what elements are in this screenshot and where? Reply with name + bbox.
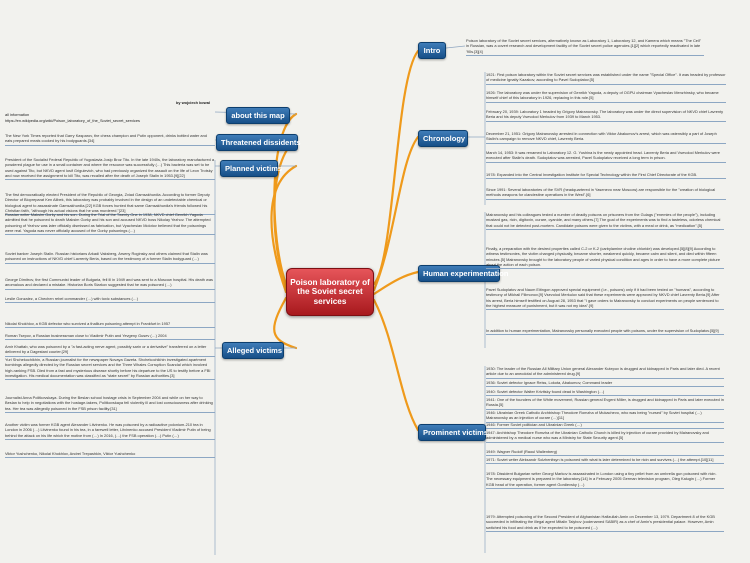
branch-chronology[interactable]: Chronology (418, 130, 468, 147)
prominent-victim: 1949: Wagner Rudolf (Raoul Wallenberg) (486, 449, 724, 456)
alleged-victim: Leslie Gonzalez, a Chechen rebel commander (…) with toxic substances (…) (5, 296, 215, 303)
human-experimentation-text: Pavel Sudoplatov and Naum Eitingon approved special equipment (i.e., poisons) only if it had been tested on "humans", according to testimony of Mikhail Filimonov.[9] Vsevolod Merkulov said that these experiments were approved by NKVD chief Lavrenty Beria.[9] After his arrest, Beria himself testified on August 28, 1953 that "I gave orders to Mairanovsky to conduct experiments on people sentenced to the highest measure of punishment, but it was not my idea".[9] (486, 287, 724, 310)
alleged-victim: Roman Tsepov, a Russian businessman close to Vladimir Putin and Yevgeny Gusev (…) 2004 (5, 333, 215, 340)
alleged-victim: Amir Khattab, who was poisoned by a "a fast-acting nerve agent, possibly sarin or a derivative" transferred on a letter delivered by a Dagestani courier.[29] (5, 344, 215, 357)
alleged-victim: Another victim was former KGB agent Alexander Litvinenko. He was poisoned by a radioactive polonium-210 tea in London in 2006 (…) Litvinenko found in his tea, in a farewell letter, Litvinenko accused President Vladimir Putin of being behind the attack on his life which the motive from (…) In 2016, (…) the FSB operation (…) Putin (…) (5, 422, 215, 440)
prominent-victim: 1978: Dissident Bulgarian writer Georgi Markov is assassinated in London using a tiny pellet from an umbrella gun poisoned with ricin. The necessary equipment is prepared in the laboratory.[14] In a February 2005 German television program, Oleg Kalugin (…) Former KGB head of the operation, former agent Gordievsky (…) (486, 471, 724, 489)
all-info-label: all information (5, 112, 30, 117)
planned-victim: President of the Socialist Federal Republic of Yugoslavia Josip Broz Tito. In the late 1940s, the laboratory manufactured a powdered plague for use in a small container and where the resource was successfully (…) This bacteria was set to be used against Tito, but NKVD agent Iosif Grigulevich, who had previously organized the assault on the life of Leon Trotsky and now received the assignment to kill Tito, was recalled after the death of Joseph Stalin in 1953.[9][22] (5, 157, 215, 180)
source-url[interactable]: https://en.wikipedia.org/wiki/Poison_laboratory_of_the_Soviet_secret_services (5, 118, 140, 123)
human-experimentation-text: Finally, a preparation with the desired properties called C-2 or K-2 (carbylamine choline chloride) was developed.[5][8][9] According to witness testimonies, the victim changed physically, became shorter, weakened quickly, became calm and silent, and died within fifteen minutes.[5] Mairanovsky brought to the laboratory people of varied physical condition and ages in order to have a more complete picture about the action of each poison. (486, 246, 724, 269)
alleged-victim: Nikolai Khokhlov, a KGB defector who survived a thallium poisoning attempt in Frankfurt in 1957 (5, 321, 215, 328)
intro-text: Poison laboratory of the Soviet secret services, alternatively known as Laboratory 1, Laboratory 12, and Kamera which means "The Cell" in Russian, was a covert research and development facility of the Soviet secret police agencies.[1][2] which reportedly reactivated in late '90s.[3][4] (466, 38, 704, 56)
chronology-entry: Since 1991: Several laboratories of the SVR (headquartered in Yasenevo near Moscow) are responsible for the "creation of biological methods weapons for clandestine operations in the West".[6] (486, 187, 726, 200)
branch-threatened-dissidents[interactable]: Threatened dissidents (216, 134, 298, 151)
threatened-text: The New York Times reported that Garry Kasparov, the chess champion and Putin opponent, drinks bottled water and eats prepared meals cooked by his bodyguards.[34] (5, 133, 215, 146)
chronology-entry: 1921: First poison laboratory within the Soviet secret services was established under the name "Special Office". It was headed by professor of medicine Ignatiy Kazakov, according to Pavel Sudoplatov.[5] (486, 72, 726, 85)
branch-prominent-victims[interactable]: Prominent victims (418, 424, 486, 441)
branch-about-this-map[interactable]: about this map (226, 107, 290, 124)
branch-alleged-victims[interactable]: Alleged victims (222, 342, 284, 359)
prominent-victim: 1936: Soviet defector Ignace Reiss, Lokota, Abakumov, Command leader (486, 380, 724, 387)
alleged-victim: Soviet banker Joseph Stalin. Russian historians Arkadi Vaksberg, Arseny Roginsky and others claimed that Stalin was poisoned on instructions of NKVD chief Lavrenty Beria, based on the testimony of a former Stalin bodyguard (…) (5, 251, 215, 264)
prominent-victim: 1946: Ukrainian Greek Catholic Archbishop Theodore Romzha of Mukachevo, who was being "nursed" by Soviet hospital (…) Mairanovsky as an injection of curare (…)[11] (486, 410, 724, 423)
prominent-victim: 1947: Archbishop Theodore Romzha of the Ukrainian Catholic Church is killed by injection of curare provided by Mairanovsky and administered by a medical nurse who was a Ministry for State Security agent.[5] (486, 430, 724, 443)
central-topic[interactable]: Poison laboratory of the Soviet secret services (286, 268, 374, 316)
branch-intro[interactable]: Intro (418, 42, 446, 59)
alleged-victim: Yuri Shchekochikhin, a Russian journalist for the newspaper Novaya Gazeta. Shchekochikhin investigated apartment bombings allegedly directed by the Russian secret services and the Three Whales Corruption Scandal which involved high-ranking FSB. Died from a fast and mysterious disease shortly before his departure to the US to testify before a FBI investigation. His medical documentation was classified as "state secret" by Russian authorities.[3] (5, 357, 215, 380)
alleged-victim: Journalist Anna Politkovskaya. During the Beslan school hostage crisis in September 2004 and while on her way to Beslan to help in negotiations with the hostage-takers, Politkovskaya fell violently ill and lost consciousness after drinking tea. Her tea was allegedly poisoned in the FSB prison facility.[31] (5, 395, 215, 413)
chronology-entry: February 20, 1939: Laboratory 1 headed by Grigory Mairanovsky. The laboratory was under the direct supervision of NKVD chief Lavrenty Beria and his deputy Vsevolod Merkulov from 1939 to March 1953. (486, 109, 726, 122)
branch-planned-victims[interactable]: Planned victims (220, 160, 278, 177)
prominent-victim: 1979: Attempted poisoning of the Second President of Afghanistan Hafizullah Amin on December 13, 1979. Department 8 of the KGB succeeded in infiltrating the illegal agent Mitalin Talybov (codenamed SABIR) as a chef of Amin's presidential palace. However, Amin switched his food and drink as if he expected to be poisoned (…) (486, 514, 724, 532)
human-experimentation-text: In addition to human experimentation, Mairanovsky personally executed people with poisons, under the supervision of Sudoplatov.[5][9] (486, 328, 724, 335)
chronology-entry: 1926: The laboratory was under the supervision of Genrikh Yagoda, a deputy of OGPU chairman Vyacheslav Menzhinsky, who became himself chief of this laboratory in 1926, replacing in this role.[5] (486, 90, 726, 103)
chronology-entry: March 14, 1953: It was renamed to Laboratory 12. G. Yushina is the newly appointed head. Lavrenty Beria and Vsevolod Merkulov were executed after Stalin's death. Sudoplatov was arrested, Pavel Sudoplatov received a long term in prison. (486, 150, 726, 163)
alleged-victim: Viktor Yushchenko, Nikolai Khokhlov, Andrei Trepashkin, Viktor Yushchenko (5, 451, 215, 458)
author-credit: by wojciech kowal (176, 100, 210, 105)
prominent-victim: 1941: One of the founders of the White movement, Russian general Evgeni Miller, is drugged and kidnapped in Paris and later executed in Russia.[5] (486, 397, 724, 410)
alleged-victim: George Dimitrov, the first Communist leader of Bulgaria, fell ill in 1949 and was sent to a Moscow hospital. His death was anomalous and declared a mistake. Historian Boris Starkov suggested that he was poisoned (…) (5, 277, 215, 290)
alleged-victim: Russian writer Maksim Gorky and his son. During the Trial of the Twenty One in 1938, NKVD chief Genrikh Yagoda admitted that he poisoned to death Maksim Gorky and his son and accused NKVD boss Nikolay Yezhov. The attempted poisoning of Yezhov was later officially dismissed as fabrication, but Vyacheslav Molotov believed that the poisonings were real. Yagoda was never officially accused of the Gorky poisonings (…) (5, 212, 215, 235)
chronology-entry: December 21, 1951: Grigory Mairanovsky arrested in connection with Viktor Abakumov's arrest, which was ostensibly a part of Joseph Stalin's campaign to remove NKVD chief, Lavrenty Beria. (486, 131, 726, 144)
prominent-victim: 1930: The leader of the Russian All Military Union general Alexander Kutepov is drugged and kidnapped in Paris and later died. A recent article due to an anecdotal of the administered drug.[9] (486, 366, 724, 379)
prominent-victim: 1946: Former Soviet politician and Ukrainian Greek (…) (486, 422, 724, 429)
prominent-victim: 1940: Soviet defector Walter Krivitsky found dead in Washington (…) (486, 389, 724, 396)
chronology-entry: 1978: Expanded into the Central Investigation Institute for Special Technology within the First Chief Directorate of the KGB. (486, 172, 726, 179)
human-experimentation-text: Mairanovsky and his colleagues tested a number of deadly poisons on prisoners from the Gulags ("enemies of the people"), including mustard gas, ricin, digitoxin, curare, cyanide, and many others.[7] The goal of the experiments was to find a tasteless, odorless chemical that could not be detected post-mortem. Candidate poisons were given to the victims, with a meal or drink, as "medication".[5] (486, 212, 724, 230)
prominent-victim: 1971: Soviet writer Aleksandr Solzhenitsyn is poisoned with what is later determined to be ricin and survives (…) the attempt.[10][11] (486, 457, 724, 464)
planned-victim: The first democratically elected President of the Republic of Georgia, Zviad Gamsakhurdia. According to former Deputy Director of Biopreparat Ken Alibek, this laboratory was probably involved in the design of an undetectable chemical or biological agent to assassinate Gamsakhurdia.[22] KGB forces hunted that same Gamsakhurdia's friends followed his Christian faith, "although his actual visions that he was murdered."[23] (5, 192, 215, 215)
branch-human-experimentation[interactable]: Human experimentation (418, 265, 500, 282)
